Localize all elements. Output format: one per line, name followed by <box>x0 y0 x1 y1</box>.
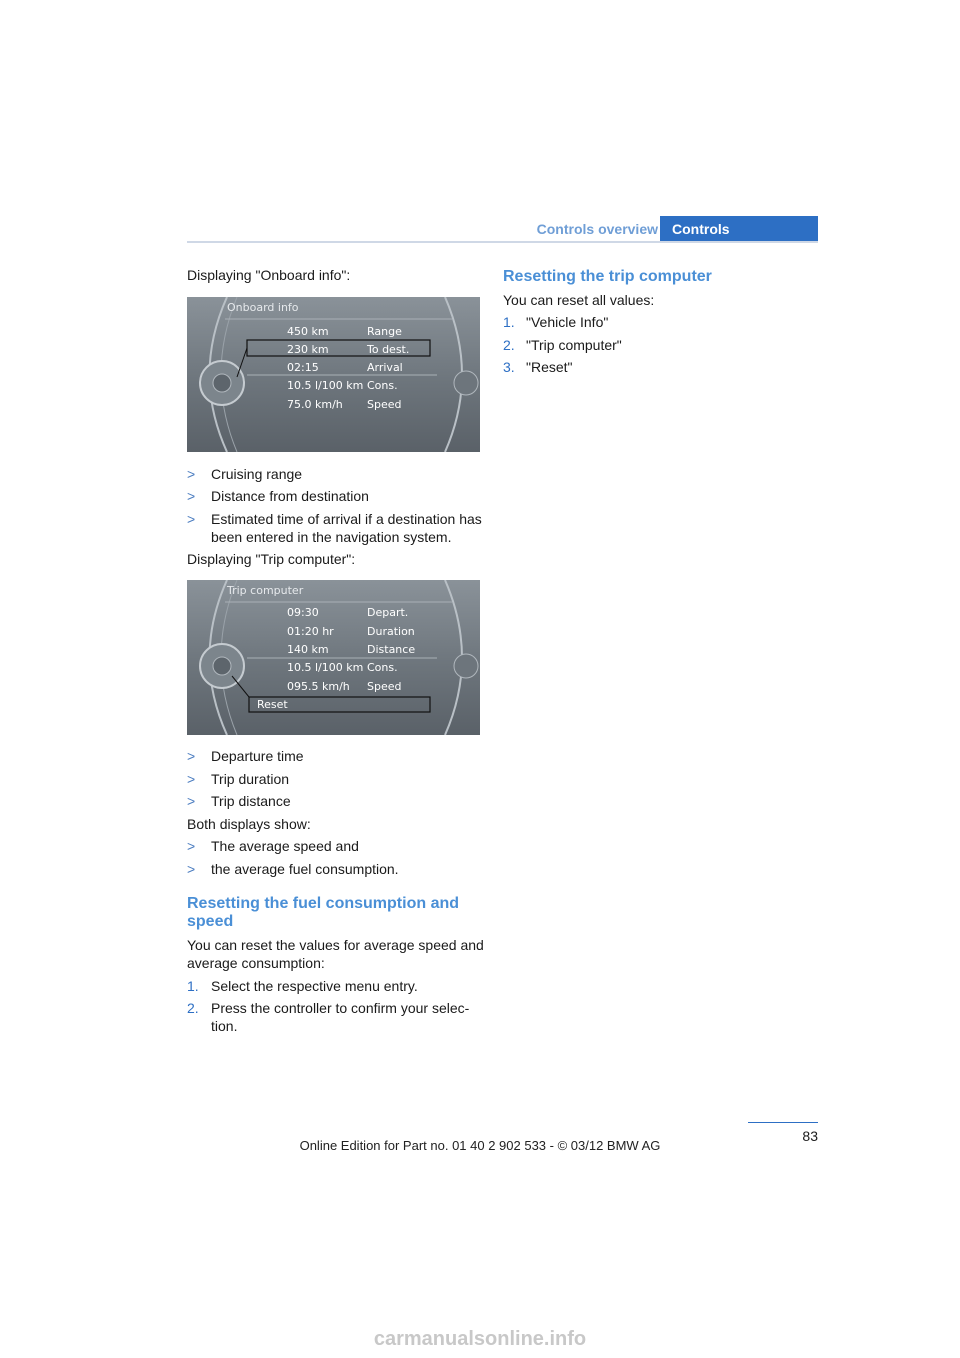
section-header: Controls overview <box>536 221 658 237</box>
row-value: 095.5 km/h <box>287 680 350 693</box>
trip-computer-screen <box>187 580 480 735</box>
step-number: 2. <box>503 337 515 353</box>
list-item: Estimated time of arrival if a destination has <box>211 511 482 527</box>
body-line: You can reset the values for average speed and <box>187 937 484 953</box>
list-item: Trip distance <box>211 793 291 809</box>
bullet-marker: > <box>187 511 196 527</box>
step-number: 1. <box>187 978 199 994</box>
row-value: 230 km <box>287 343 329 356</box>
step-text: Select the respective menu entry. <box>211 978 418 994</box>
step-text-cont: tion. <box>211 1018 238 1034</box>
both-displays-text: Both displays show: <box>187 816 311 832</box>
row-label: Speed <box>367 398 402 411</box>
list-item: Distance from destination <box>211 488 369 504</box>
row-label: Duration <box>367 625 415 638</box>
row-value: 75.0 km/h <box>287 398 343 411</box>
screen-title: Trip computer <box>227 584 304 597</box>
list-item: Cruising range <box>211 466 303 482</box>
header-rule <box>187 241 818 243</box>
step-text: "Reset" <box>526 359 573 375</box>
section-title-line: speed <box>187 913 234 930</box>
body-line: You can reset all values: <box>503 292 655 308</box>
step-number: 1. <box>503 314 515 330</box>
bullet-marker: > <box>187 771 196 787</box>
list-item: Trip duration <box>211 771 290 787</box>
list-item: the average fuel consumption. <box>211 861 399 877</box>
step-text: "Vehicle Info" <box>526 314 609 330</box>
row-value: 02:15 <box>287 361 319 374</box>
list-item: Departure time <box>211 748 304 764</box>
row-label: Distance <box>367 643 416 656</box>
bullet-marker: > <box>187 488 196 504</box>
row-label: Speed <box>367 680 402 693</box>
row-value: 09:30 <box>287 606 319 619</box>
bullet-marker: > <box>187 748 196 764</box>
row-label: Cons. <box>367 379 398 392</box>
bullet-marker: > <box>187 466 196 482</box>
row-label: To dest. <box>367 343 410 356</box>
row-label: Range <box>367 325 402 338</box>
step-text: Press the controller to confirm your selec- <box>211 1000 470 1016</box>
step-text: "Trip computer" <box>526 337 622 353</box>
bullet-marker: > <box>187 861 196 877</box>
row-value: 140 km <box>287 643 329 656</box>
list-item: The average speed and <box>211 838 359 854</box>
list-item-cont: been entered in the navigation system. <box>211 529 452 545</box>
step-number: 3. <box>503 359 515 375</box>
screen-title: Onboard info <box>227 301 299 314</box>
trip-intro: Displaying "Trip computer": <box>187 551 356 567</box>
page-number: 83 <box>802 1128 818 1144</box>
row-value: 01:20 hr <box>287 625 334 638</box>
section-title-line: Resetting the fuel consumption and <box>187 895 460 912</box>
body-line: average consumption: <box>187 955 325 971</box>
step-number: 2. <box>187 1000 199 1016</box>
site-watermark: carmanualsonline.info <box>373 1328 587 1350</box>
footer-rule <box>748 1122 818 1123</box>
controller-graphic <box>187 297 480 452</box>
row-label: Depart. <box>367 606 409 619</box>
chapter-tab: Controls <box>660 216 818 243</box>
onboard-info-screen <box>187 297 480 452</box>
bullet-marker: > <box>187 793 196 809</box>
section-title-trip-reset: Resetting the trip computer <box>503 268 712 285</box>
row-value: 450 km <box>287 325 329 338</box>
row-value: 10.5 l/100 km <box>287 379 364 392</box>
row-label: Arrival <box>367 361 403 374</box>
bullet-marker: > <box>187 838 196 854</box>
reset-entry: Reset <box>257 698 288 711</box>
edition-note: Online Edition for Part no. 01 40 2 902 533 - © 03/12 BMW AG <box>299 1138 661 1153</box>
row-label: Cons. <box>367 661 398 674</box>
row-value: 10.5 l/100 km <box>287 661 364 674</box>
section-title-fuel <box>187 895 459 931</box>
onboard-intro: Displaying "Onboard info": <box>187 267 351 283</box>
controller-graphic <box>187 580 480 735</box>
